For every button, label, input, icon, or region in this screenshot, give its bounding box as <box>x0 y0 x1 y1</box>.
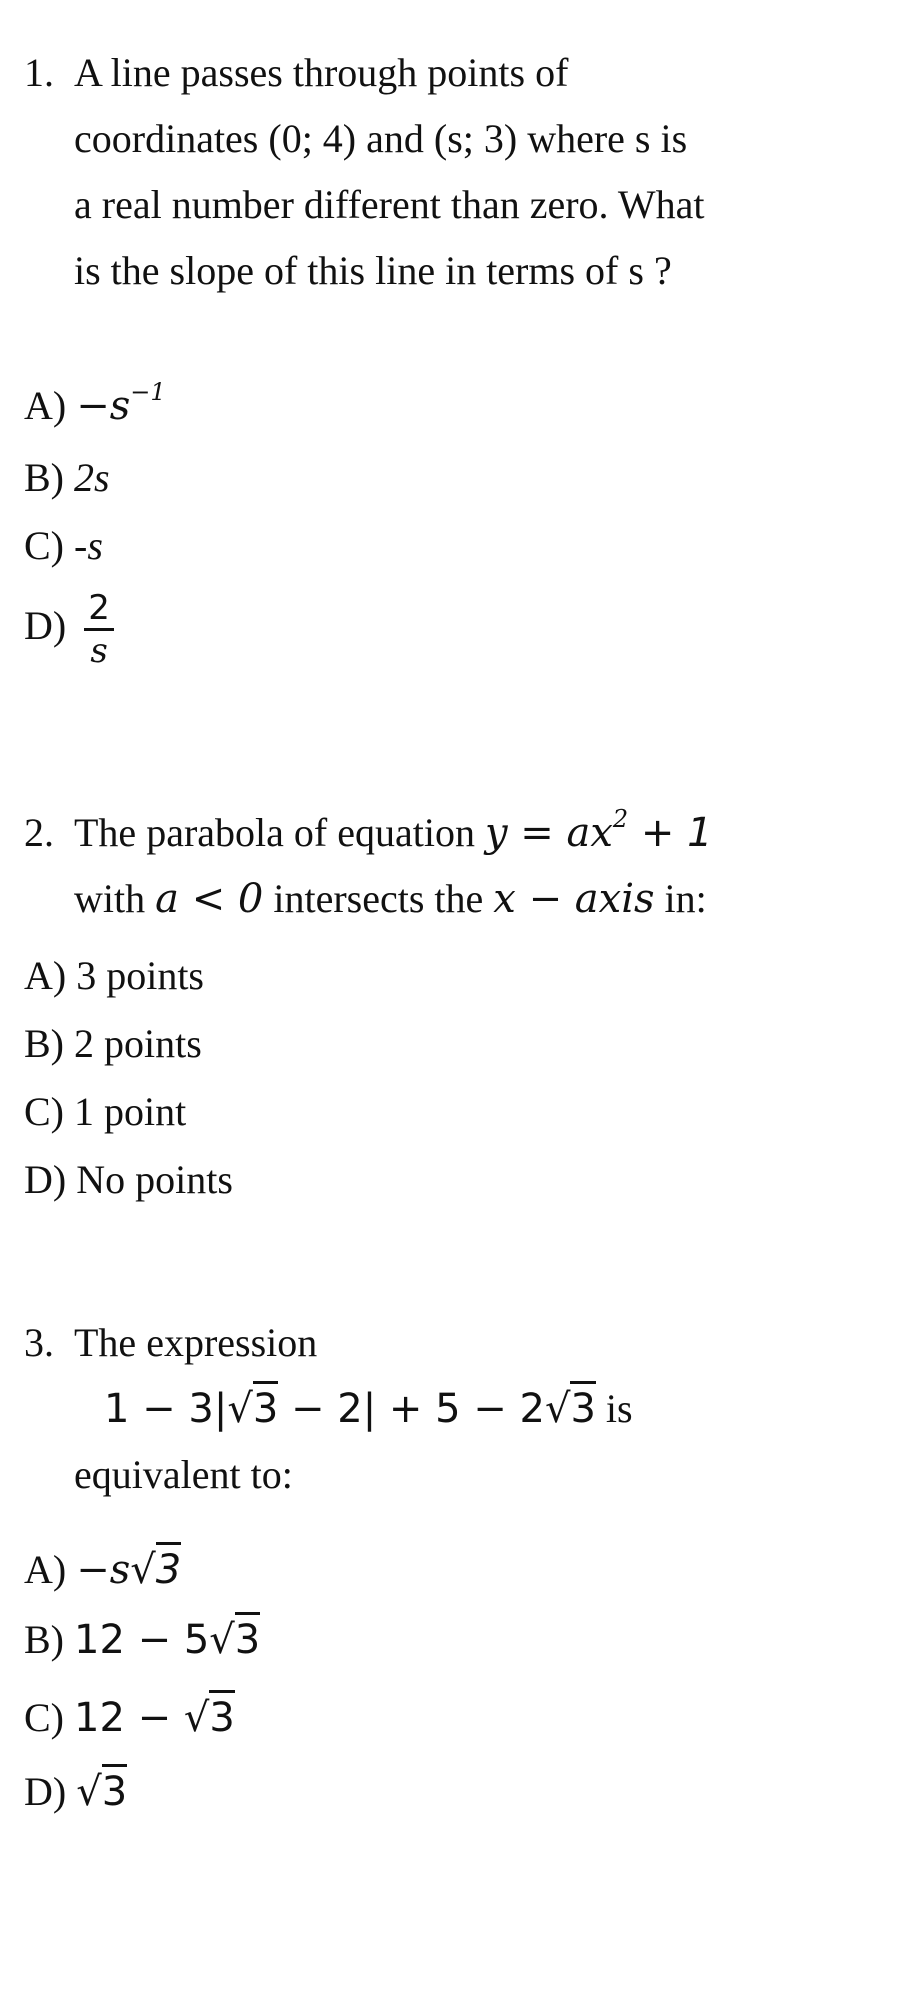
option-b-math: 12 − 5√3 <box>74 1612 260 1663</box>
question-2-option-c[interactable]: C) 1 point <box>24 1089 187 1134</box>
question-1-line-2: coordinates (0; 4) and (s; 3) where s is <box>74 116 688 161</box>
option-letter: A) <box>24 1547 67 1592</box>
question-1-number: 1. <box>24 50 54 95</box>
question-1-line-4: is the slope of this line in terms of s ? <box>74 248 672 293</box>
option-letter: C) <box>24 1695 64 1740</box>
question-1-line-3: a real number different than zero. What <box>74 182 705 227</box>
option-c-math: 12 − √3 <box>74 1690 235 1741</box>
option-b-text: 2s <box>74 455 110 500</box>
option-letter: D) <box>24 602 67 648</box>
question-2-line-1-text: The parabola of equation <box>74 810 485 855</box>
question-2-stem <box>24 800 713 932</box>
question-2-option-b[interactable]: B) 2 points <box>24 1021 202 1066</box>
question-1-stem <box>24 40 704 304</box>
question-3-line-1: The expression <box>74 1320 318 1365</box>
question-1-option-d[interactable] <box>24 588 114 671</box>
question-1-option-a[interactable] <box>24 376 166 436</box>
option-c-text: -s <box>74 523 103 568</box>
question-2-option-d[interactable]: D) No points <box>24 1157 233 1202</box>
question-3-stem <box>24 1310 633 1508</box>
question-1-option-c[interactable] <box>24 516 103 576</box>
question-1-line-1: A line passes through points of <box>74 50 569 95</box>
question-2-line-2: with a < 0 intersects the x − axis in: <box>74 876 707 922</box>
question-3-number: 3. <box>24 1320 54 1365</box>
option-letter: A) <box>24 383 67 428</box>
question-2-number: 2. <box>24 810 54 855</box>
question-3-option-b[interactable] <box>24 1610 260 1670</box>
option-letter: C) <box>24 523 64 568</box>
option-a-math: −s√3 <box>76 1542 181 1593</box>
question-3-expression: 1 − 3|√3 − 2| + 5 − 2√3 is <box>24 1376 633 1442</box>
option-letter: B) <box>24 1617 64 1662</box>
option-a-math: $-s^{-1}$ <box>76 377 166 429</box>
question-3-option-c[interactable] <box>24 1688 235 1748</box>
question-3-option-a[interactable] <box>24 1540 181 1600</box>
option-letter: D) <box>24 1769 67 1814</box>
question-3-option-d[interactable] <box>24 1762 127 1822</box>
option-letter: B) <box>24 455 64 500</box>
question-1-option-b[interactable] <box>24 448 110 508</box>
question-3-line-3: equivalent to: <box>74 1452 293 1497</box>
option-d-math: √3 <box>76 1764 127 1815</box>
question-2-equation: $y = ax^2 + 1$ <box>484 804 713 856</box>
option-d-fraction: $\frac{2}{s}$ <box>84 588 114 671</box>
question-2-option-a[interactable]: A) 3 points <box>24 953 204 998</box>
